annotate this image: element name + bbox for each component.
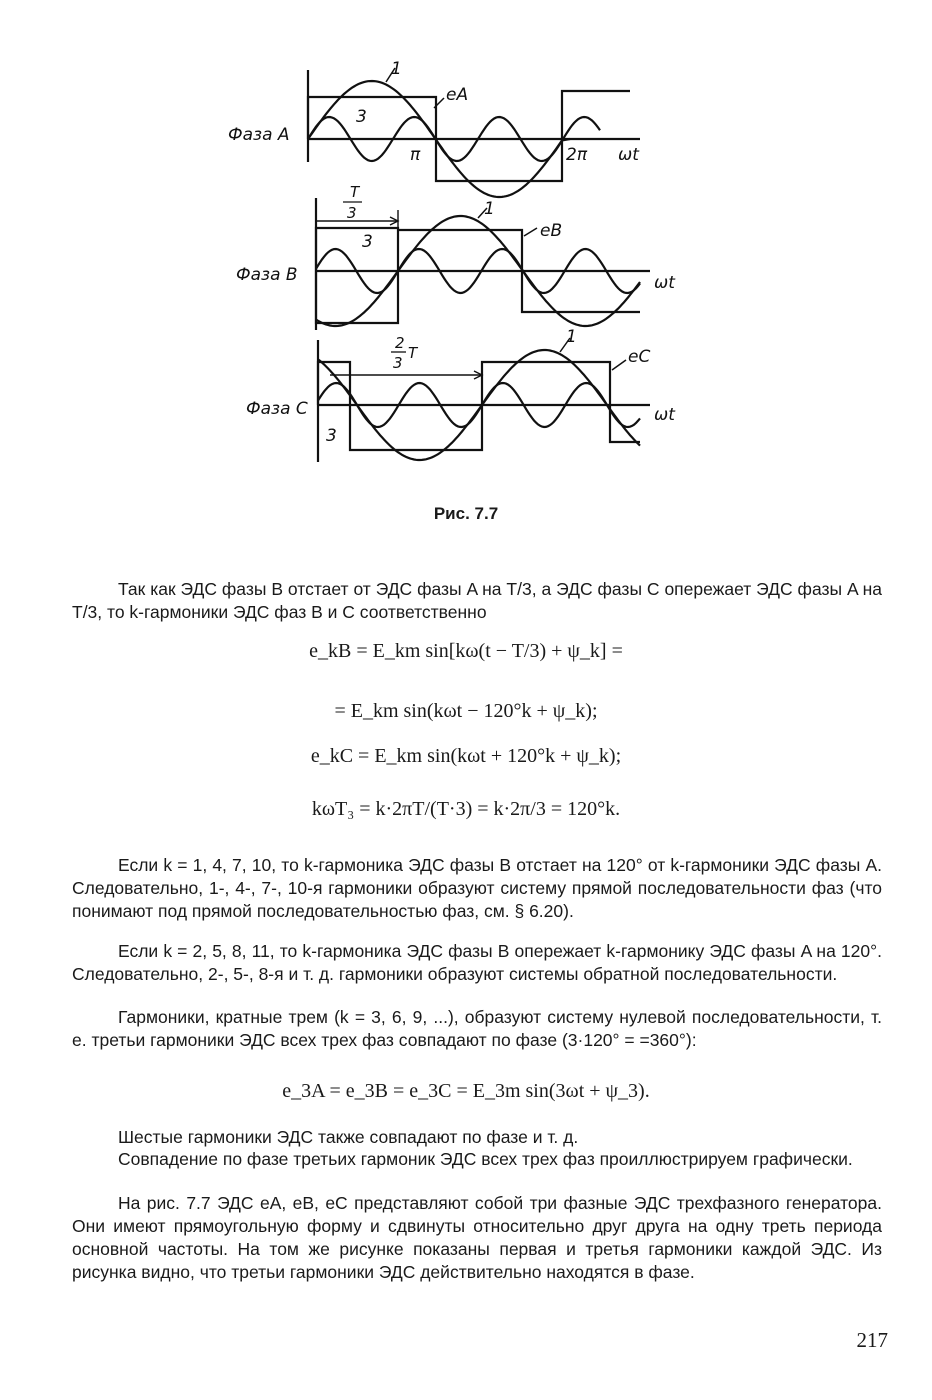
- phase-c-fund-label: 1: [566, 327, 577, 347]
- phase-b-third-label: 3: [362, 232, 373, 252]
- phase-c-graph: [318, 338, 650, 462]
- phase-a-label: Фаза A: [228, 125, 290, 145]
- phase-b-graph: [316, 198, 650, 330]
- phase-c-shift-T: T: [408, 344, 418, 362]
- formula-ekb: e_kB = E_km sin[kω(t − T/3) + ψ_k] =: [309, 640, 623, 662]
- phase-b-axis-label: ωt: [654, 273, 675, 293]
- paragraph-4: Гармоники, кратные трем (k = 3, 6, 9, ...), образуют систему нулевой последовательности, т. е. третьи гармоники ЭДС всех трех фаз совпадают по фазе (3·120° = =360°):: [72, 1007, 882, 1050]
- paragraph-2: Если k = 1, 4, 7, 10, то k-гармоника ЭДС фазы B отстает на 120° от k-гармоники ЭДС фазы A. Следовательно, 1-, 4-, 7-, 10-я гармоники образуют систему прямой последовательности фаз (что понимают под прямой последовательностью фаз, см. § 6.20).: [72, 855, 882, 921]
- paragraph-5: Шестые гармоники ЭДС также совпадают по фазе и т. д.: [118, 1127, 579, 1147]
- phase-c-axis-label: ωt: [654, 405, 675, 425]
- phase-b-shift-den: 3: [347, 204, 357, 222]
- phase-a-third-label: 3: [356, 107, 367, 127]
- phase-b-e-label: eB: [540, 221, 563, 241]
- phase-b-fund-label: 1: [484, 199, 495, 219]
- phase-c-shift-num: 2: [395, 334, 405, 352]
- paragraph-3: Если k = 2, 5, 8, 11, то k-гармоника ЭДС фазы B опережает k-гармонику ЭДС фазы A на 120°. Следовательно, 2-, 5-, 8-я и т. д. гармоники образуют системы обратной последовательности.: [72, 941, 882, 984]
- phase-b-shift-num: T: [350, 183, 360, 201]
- formula-ekb-cont: = E_km sin(kωt − 120°k + ψ_k);: [334, 700, 598, 722]
- phase-c-third-label: 3: [326, 426, 337, 446]
- paragraph-1: Так как ЭДС фазы B отстает от ЭДС фазы A на T/3, а ЭДС фазы C опережает ЭДС фазы A на T/3, то k-гармоники ЭДС фаз B и C соответственно: [72, 579, 882, 622]
- formula-kwt3: kωT₃ = k·2πT/(T·3) = k·2π/3 = 120°k.: [311, 798, 621, 820]
- paragraph-6: Совпадение по фазе третьих гармоник ЭДС всех трех фаз проиллюстрируем графически.: [118, 1149, 853, 1169]
- phase-a-graph: [308, 68, 640, 197]
- figure-caption: Рис. 7.7: [433, 504, 499, 523]
- page-number: 217: [856, 1328, 888, 1352]
- figure-7-7: [0, 0, 932, 500]
- phase-c-e-label: eC: [628, 347, 651, 367]
- phase-a-e-label: eA: [446, 85, 469, 105]
- phase-a-pi-label: π: [410, 145, 421, 165]
- phase-c-label: Фаза C: [246, 399, 308, 419]
- phase-c-leader-e: [612, 360, 626, 370]
- paragraph-7: На рис. 7.7 ЭДС eA, eB, eC представляют собой три фазные ЭДС трехфазного генератора. Они имеют прямоугольную форму и сдвинуты относительно друг друга на одну треть периода основной частоты. На том же рисунке показаны первая и третья гармоники каждой ЭДС. Из рисунка видно, что третьи гармоники ЭДС действительно находятся в фазе.: [72, 1193, 882, 1282]
- phase-a-fund-label: 1: [391, 59, 402, 79]
- phase-a-2pi-label: 2π: [566, 145, 588, 165]
- formula-e3: e_3A = e_3B = e_3C = E_3m sin(3ωt + ψ_3).: [282, 1080, 650, 1102]
- formula-ekc: e_kC = E_km sin(kωt + 120°k + ψ_k);: [310, 745, 622, 767]
- phase-a-axis-label: ωt: [618, 145, 639, 165]
- phase-a-square-wave: [308, 91, 630, 181]
- phase-b-label: Фаза B: [236, 265, 298, 285]
- phase-c-shift-den: 3: [393, 354, 403, 372]
- phase-b-leader-e: [524, 228, 537, 236]
